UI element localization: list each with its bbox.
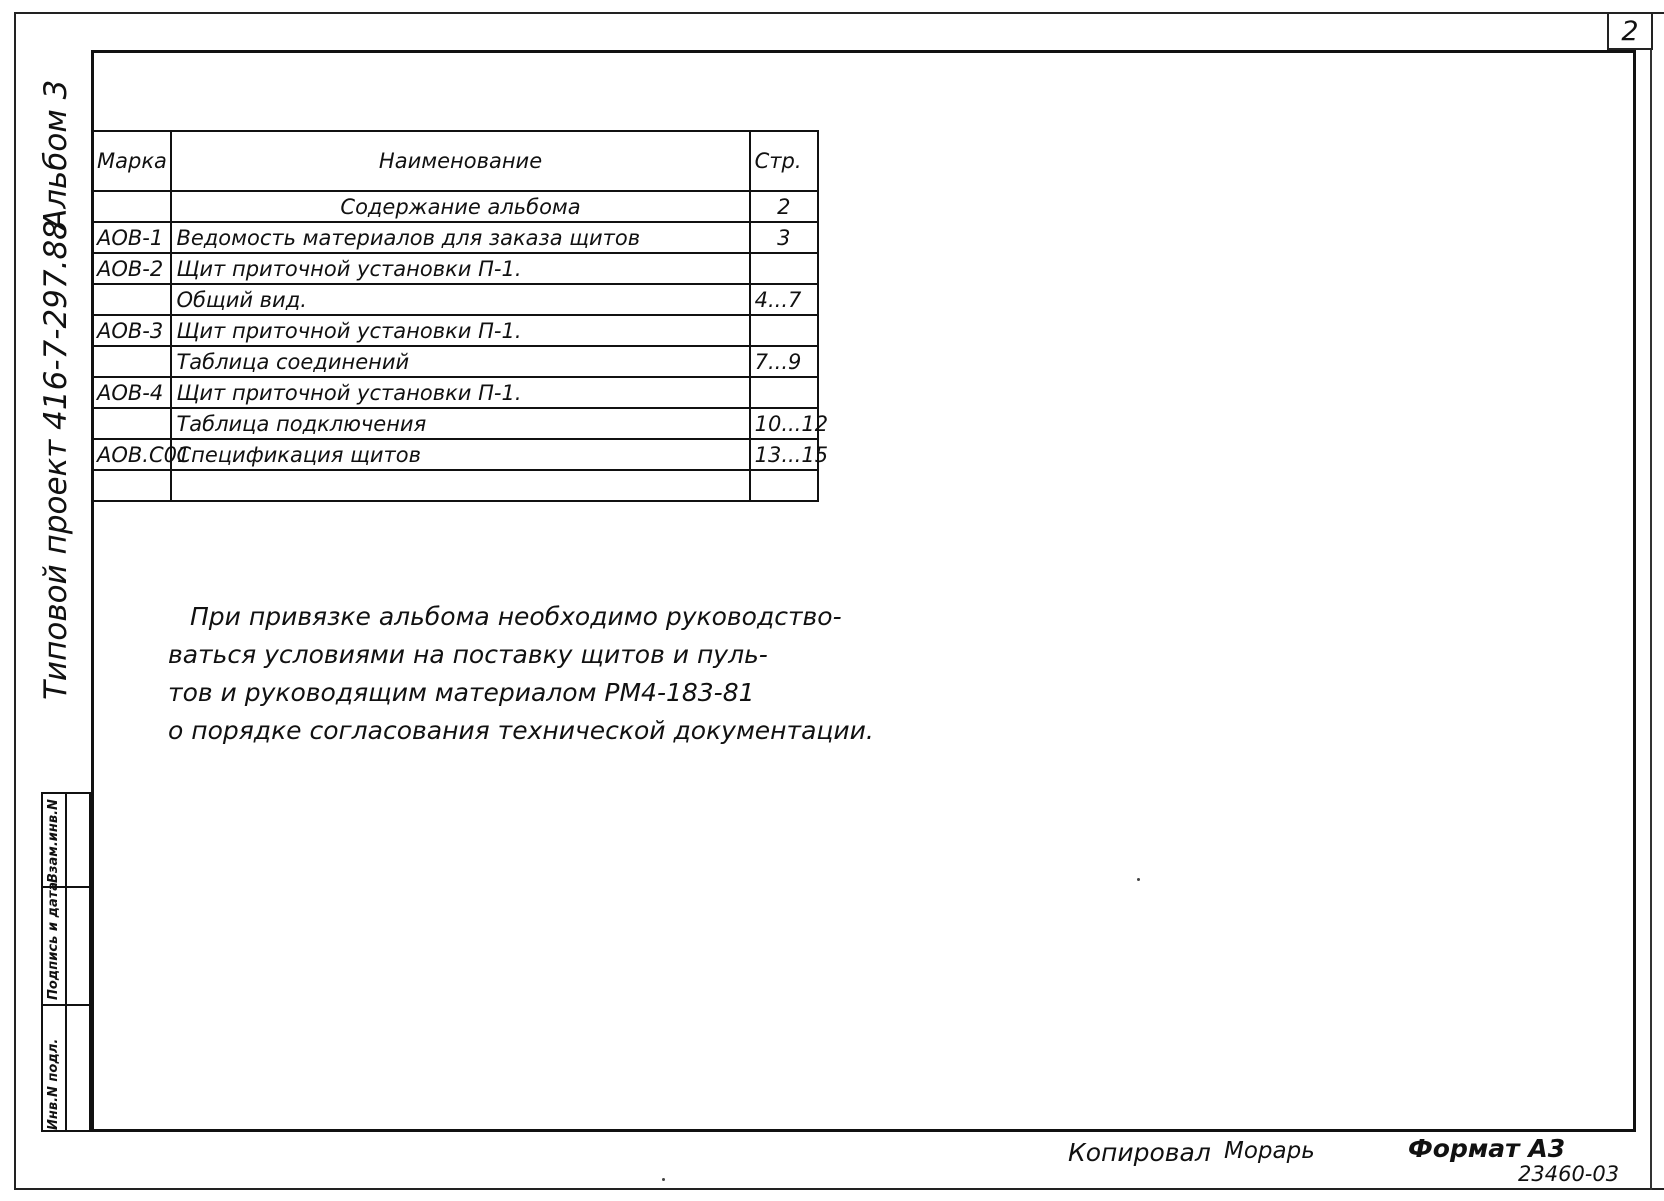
stamp-divider	[65, 794, 67, 1130]
stamp-column	[41, 792, 91, 1132]
table-row	[92, 315, 818, 346]
row-name: Щит приточной установки П-1.	[171, 315, 749, 346]
row-page: 4...7	[750, 284, 818, 315]
note-line: о порядке согласования технической документации.	[168, 716, 874, 745]
row-page	[750, 470, 818, 501]
format-label: Формат А3	[1408, 1134, 1566, 1163]
row-page	[750, 253, 818, 284]
row-mark	[92, 470, 171, 501]
header-page: Стр.	[750, 131, 818, 191]
note-line: При привязке альбома необходимо руководство-	[190, 602, 842, 631]
row-name: Таблица подключения	[171, 408, 749, 439]
row-name: Общий вид.	[171, 284, 749, 315]
table-row	[92, 470, 818, 501]
table-row	[92, 284, 818, 315]
row-page: 3	[750, 222, 818, 253]
outer-frame-right-edge	[1650, 40, 1652, 1190]
table-row	[92, 253, 818, 284]
header-mark: Марка	[92, 131, 171, 191]
row-page: 2	[750, 191, 818, 222]
row-mark: АОВ.С01	[92, 439, 171, 470]
album-title: Альбом 3	[38, 79, 74, 230]
copied-name: Морарь	[1224, 1138, 1315, 1164]
table-row	[92, 222, 818, 253]
row-page	[750, 315, 818, 346]
row-mark: АОВ-3	[92, 315, 171, 346]
table-row	[92, 191, 818, 222]
row-mark: АОВ-4	[92, 377, 171, 408]
copied-label: Копировал	[1068, 1138, 1211, 1167]
archive-code: 23460-03	[1518, 1162, 1620, 1186]
note-line: тов и руководящим материалом РМ4-183-81	[168, 678, 755, 707]
row-name: Содержание альбома	[171, 191, 749, 222]
stamp-label-replacement: Взам.инв.N	[46, 799, 61, 883]
stamp-label-inventory: Инв.N подл.	[46, 1038, 61, 1130]
row-name: Спецификация щитов	[171, 439, 749, 470]
row-mark	[92, 408, 171, 439]
header-name: Наименование	[171, 131, 749, 191]
row-mark	[92, 346, 171, 377]
row-name	[171, 470, 749, 501]
row-mark: АОВ-1	[92, 222, 171, 253]
table-row	[92, 408, 818, 439]
row-page: 7...9	[750, 346, 818, 377]
project-title: Типовой проект 416-7-297.88	[38, 220, 74, 700]
table-row	[92, 346, 818, 377]
stamp-label-signature: Подпись и дата	[46, 881, 61, 1000]
row-page: 10...12	[750, 408, 818, 439]
row-name: Щит приточной установки П-1.	[171, 377, 749, 408]
row-page: 13...15	[750, 439, 818, 470]
table-row	[92, 439, 818, 470]
contents-table	[91, 130, 829, 502]
row-mark: АОВ-2	[92, 253, 171, 284]
row-name: Щит приточной установки П-1.	[171, 253, 749, 284]
binding-note	[168, 598, 874, 750]
sheet-number: 2	[1607, 12, 1653, 50]
row-page	[750, 377, 818, 408]
table-row	[92, 377, 818, 408]
row-name: Ведомость материалов для заказа щитов	[171, 222, 749, 253]
scan-speck	[662, 1178, 665, 1181]
note-line: ваться условиями на поставку щитов и пуль-	[168, 640, 768, 669]
row-mark	[92, 284, 171, 315]
row-mark	[92, 191, 171, 222]
row-name: Таблица соединений	[171, 346, 749, 377]
scan-speck	[1137, 878, 1140, 881]
table-header-row	[92, 131, 818, 191]
